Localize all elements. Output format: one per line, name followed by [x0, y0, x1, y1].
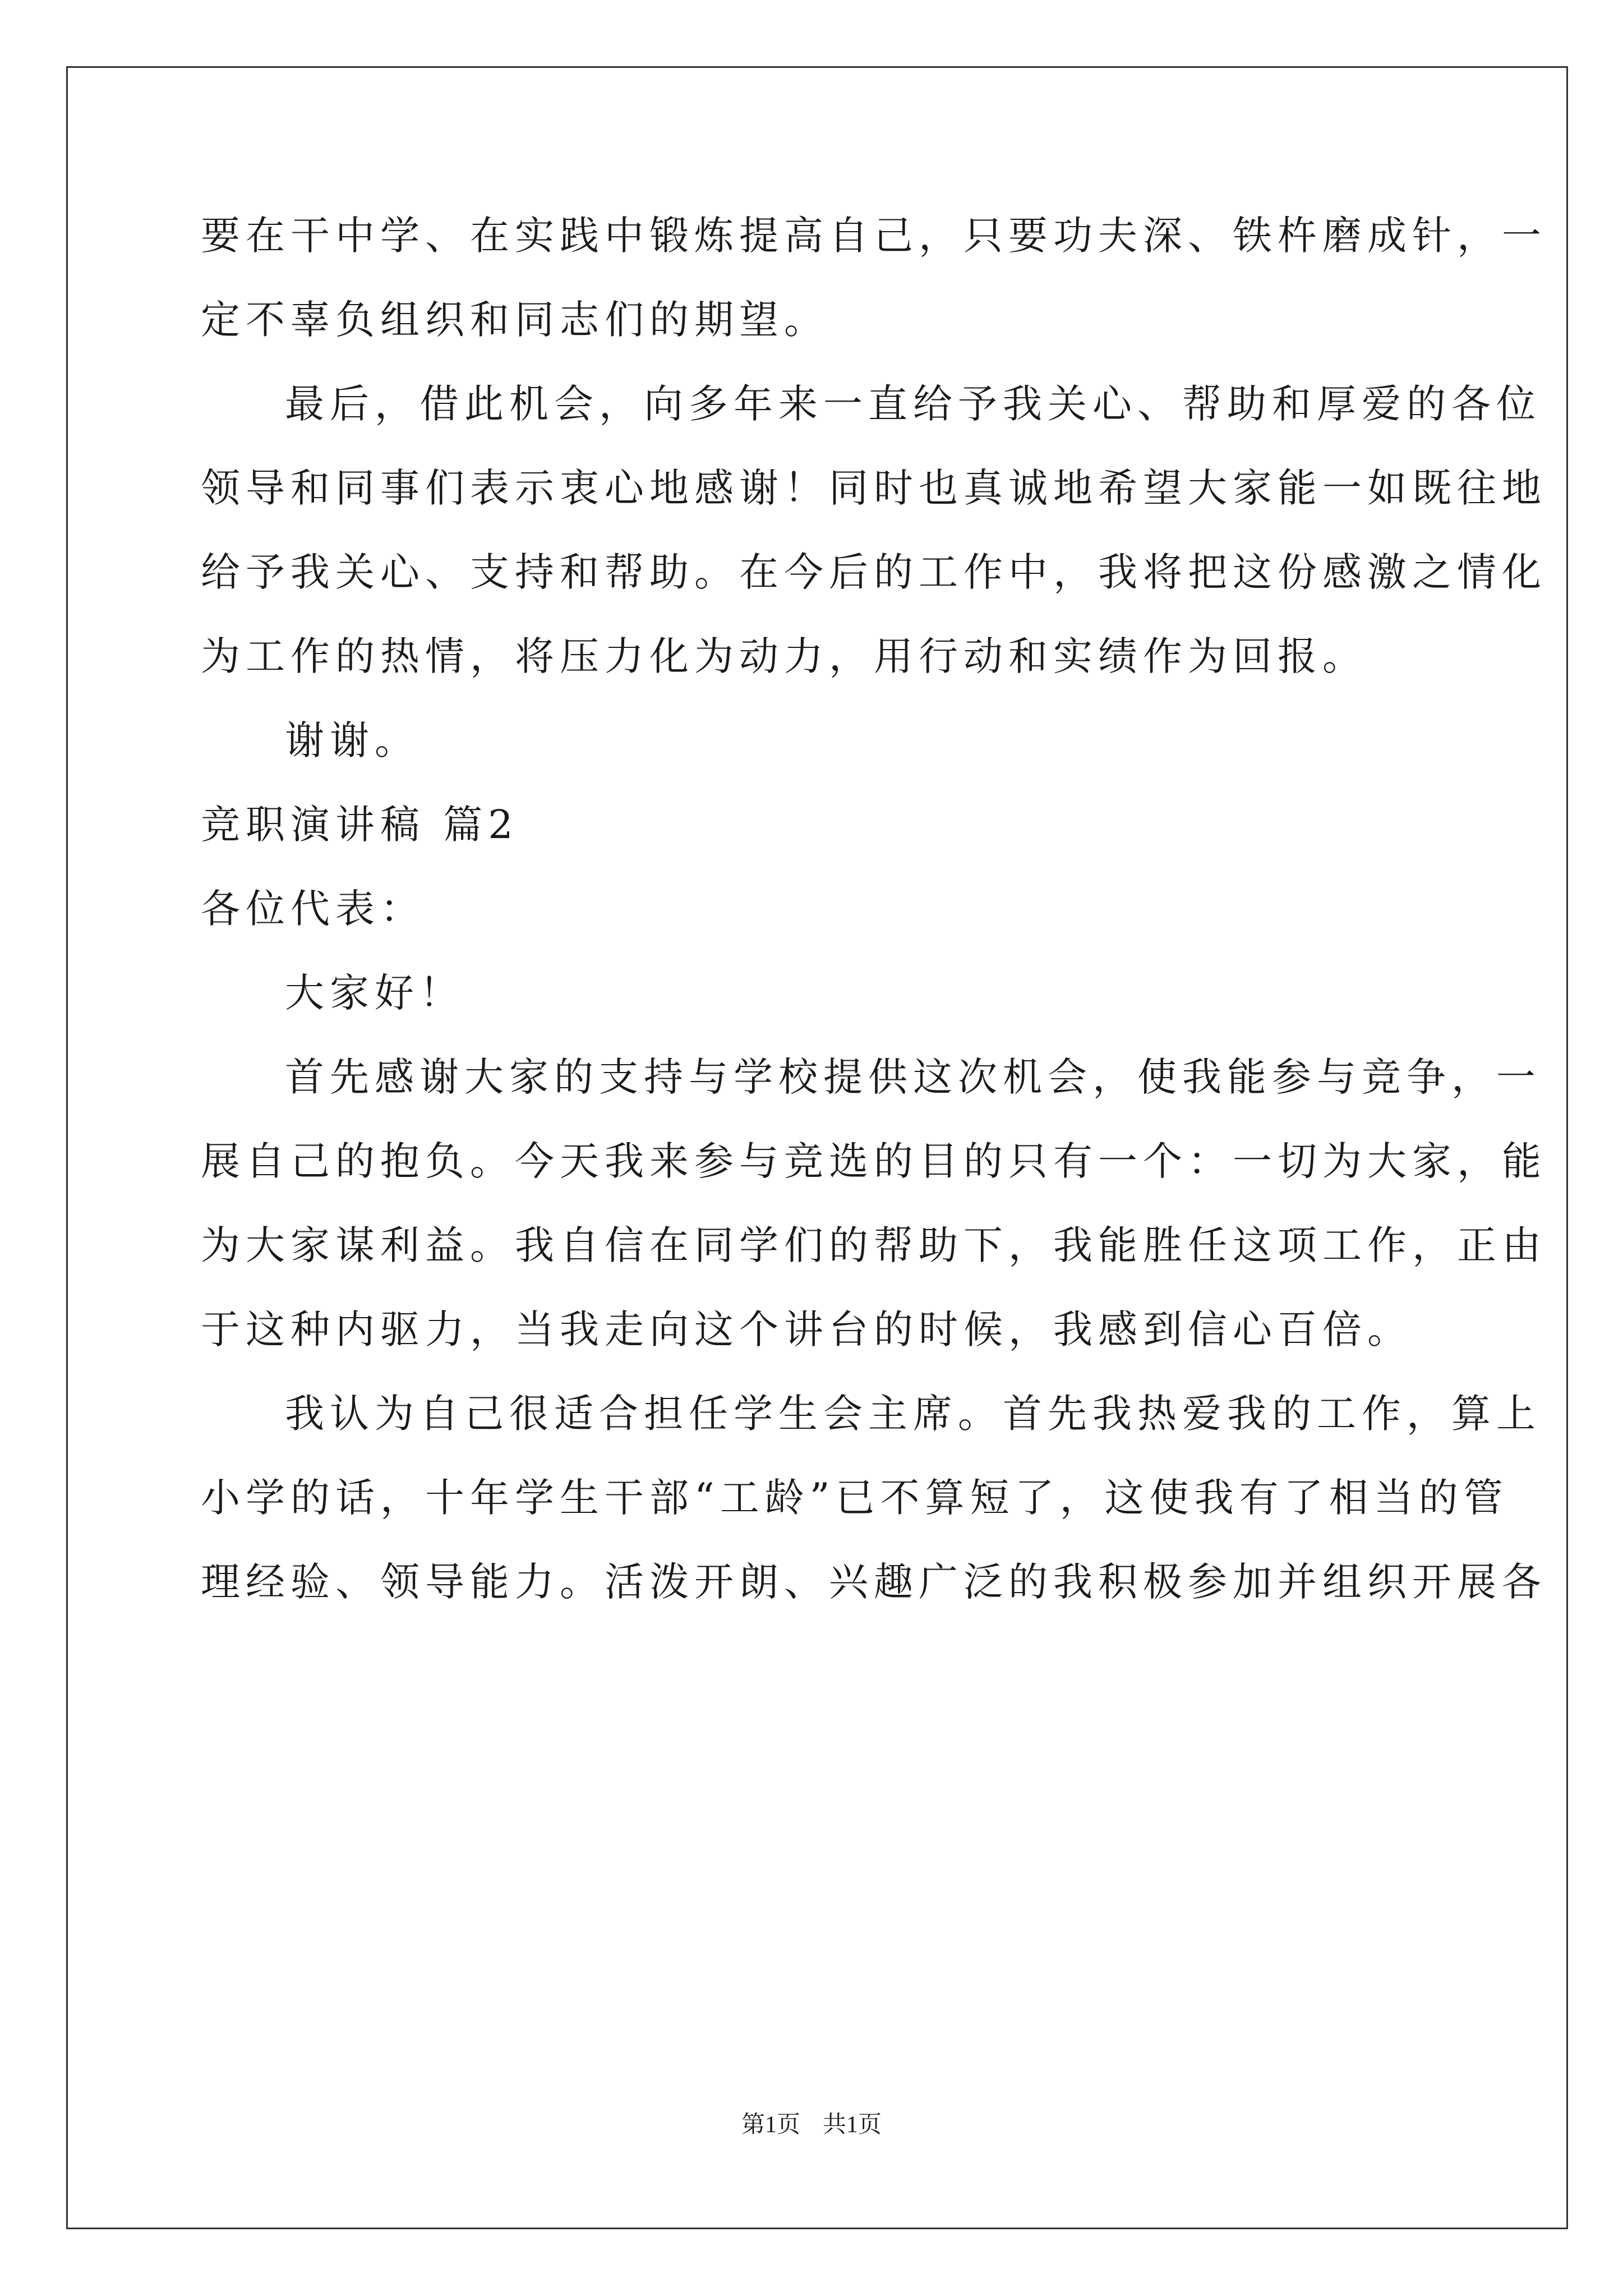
text-line: 展自己的抱负。今天我来参与竞选的目的只有一个：一切为大家，能 [201, 1138, 1547, 1184]
document-body [201, 194, 1547, 1624]
salutation: 各位代表： [201, 886, 425, 932]
section-heading: 竞职演讲稿 篇2 [201, 802, 519, 848]
text-line: 小学的话，十年学生干部“工龄”已不算短了，这使我有了相当的管 [201, 1475, 1509, 1521]
text-line: 理经验、领导能力。活泼开朗、兴趣广泛的我积极参加并组织开展各 [201, 1559, 1547, 1605]
text-line: 为大家谋利益。我自信在同学们的帮助下，我能胜任这项工作，正由 [201, 1222, 1547, 1268]
text-line: 领导和同事们表示衷心地感谢！同时也真诚地希望大家能一如既往地 [201, 465, 1547, 511]
text-line: 首先感谢大家的支持与学校提供这次机会，使我能参与竞争，一 [285, 1054, 1541, 1100]
page-number: 第1页 [741, 2112, 800, 2138]
text-line: 谢谢。 [285, 717, 419, 763]
page-footer [0, 2108, 1623, 2142]
text-line: 于这种内驱力，当我走向这个讲台的时候，我感到信心百倍。 [201, 1306, 1412, 1352]
greeting: 大家好！ [285, 970, 464, 1016]
text-line: 定不辜负组织和同志们的期望。 [201, 297, 829, 343]
text-line: 我认为自己很适合担任学生会主席。首先我热爱我的工作，算上 [285, 1391, 1541, 1437]
text-line: 给予我关心、支持和帮助。在今后的工作中，我将把这份感激之情化 [201, 549, 1547, 595]
text-line: 为工作的热情，将压力化为动力，用行动和实绩作为回报。 [201, 633, 1367, 679]
text-line: 最后，借此机会，向多年来一直给予我关心、帮助和厚爱的各位 [285, 381, 1541, 427]
text-line: 要在干中学、在实践中锻炼提高自己，只要功夫深、铁杵磨成针，一 [201, 213, 1547, 259]
page-total: 共1页 [823, 2112, 882, 2138]
